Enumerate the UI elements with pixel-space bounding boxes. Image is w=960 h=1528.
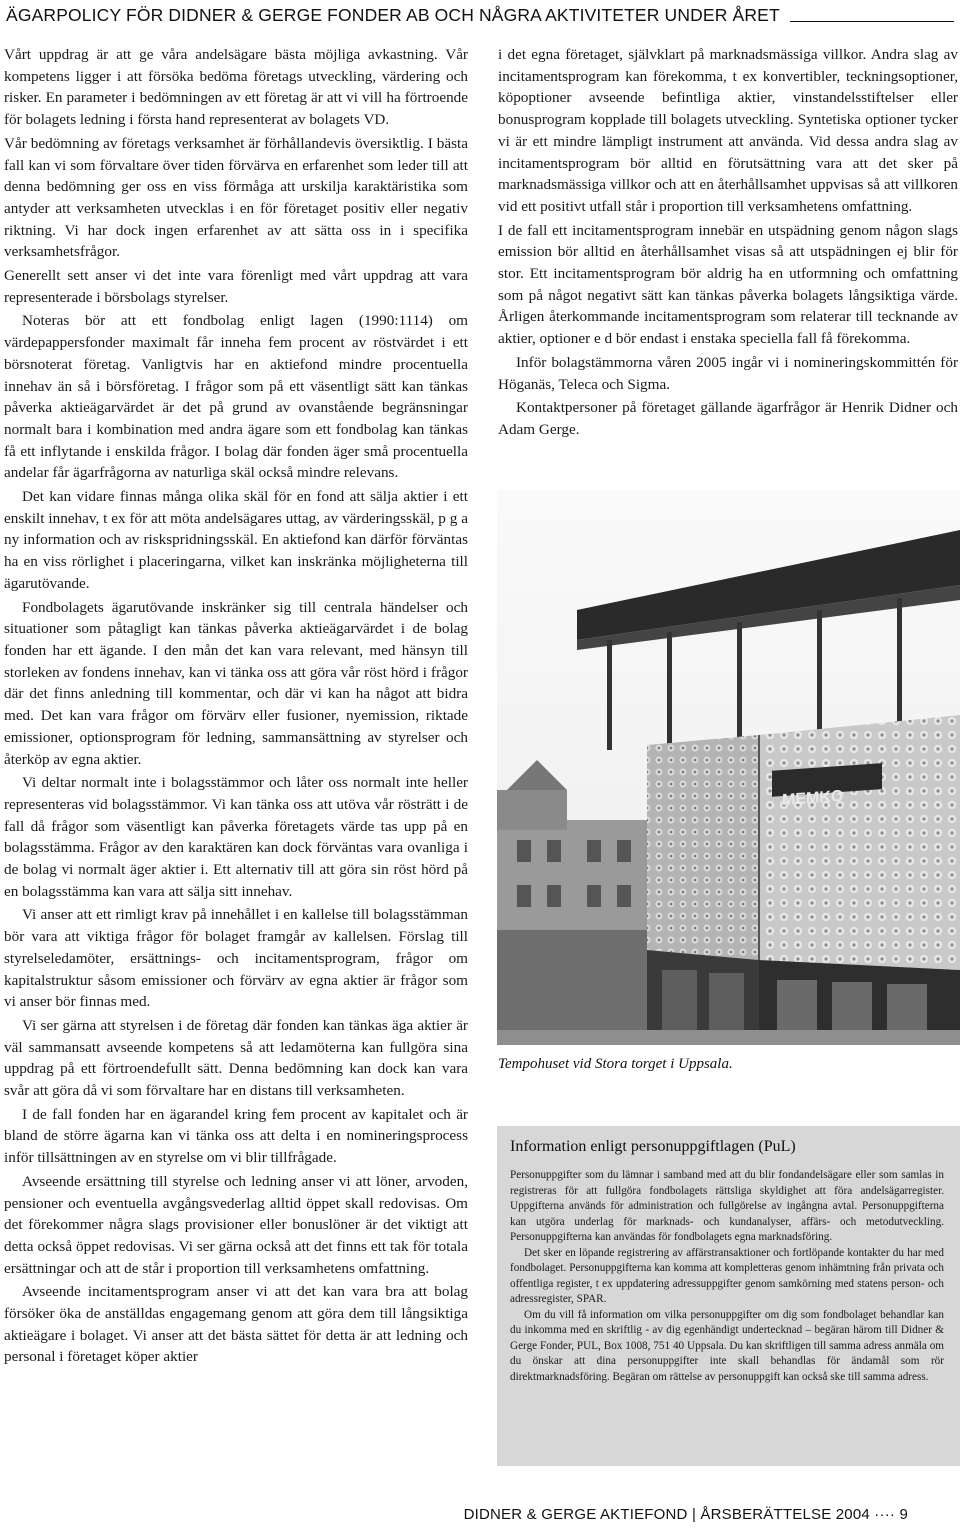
paragraph: Avseende ersättning till styrelse och ledning anser vi att löner, arvoden, pensioner och eventuella avgångsvederlag alltid öppet skall redovisas. Om det förekommer några slags provisioner eller bonuslöner är det viktigt att detta också öppet redovisas. Vi ser gärna också att det finns ett tak för totala ersättningar och att de står i proportion till verksamhetens omfattning. — [4, 1172, 468, 1277]
paragraph: I de fall ett incitamentsprogram innebär en utspädning genom någon slags emission bör alltid en återhållsamhet visas så att utspädningen ej blir för stor. Ett incitamentsprogram bör aldrig ha en utformning och omfattning som på något negativt sätt kan tänkas påverka bolagets långsiktiga värde. Årligen återkommande incitamentsprogram som relaterar till tecknande av aktier, optioner e d bör endast i enstaka speciella fall få förekomma. — [498, 221, 958, 348]
info-box-title: Information enligt personuppgiftlagen (PuL) — [510, 1138, 796, 1155]
header-rule — [790, 21, 954, 22]
info-box-paragraph: Personuppgifter som du lämnar i samband med att du blir fondandelsägare eller som samlas in registreras för att fullgöra fondbolagets rättsliga skyldighet att föra andelsägarregister. Uppgifterna används för administration och fullgörelse av ingångna avtal. Personuppgifterna kan utgöra underlag för marknads- och kundanalyser, affärs- och metodutveckling. Personuppgifterna kan användas för fondbolagets egna marknadsföring. — [510, 1169, 944, 1243]
paragraph: Vårt uppdrag är att ge våra andelsägare bästa möjliga avkastning. Vår kompetens ligger i att försöka bedöma företags utveckling, värdering och risker. En parameter i bedömningen av ett företag är att vi vill ha förtroende för bolagets ledning i första hand representerat av bolagets VD. — [4, 46, 468, 129]
paragraph: Avseende incitamentsprogram anser vi att det kan vara bra att bolag försöker öka de anställdas engagemang genom att göra dem till långsiktiga aktieägare i bolaget. Vi anser att det bästa sättet för detta är att ledning och personal i företaget köper aktier — [4, 1283, 468, 1366]
paragraph: Noteras bör att ett fondbolag enligt lagen (1990:1114) om värdepappersfonder maximalt får inneha fem procent av röstvärdet i ett börsnoterat företag. Vanligtvis har en aktiefond mindre procentuella innehav än så i börsföretag. I frågor som på ett väsentligt sätt kan tänkas påverka aktieägarvärdet är det på grund av ovanstående begränsningar normalt bara i kombination med andra ägare som ett fondbolag kan tänkas få ett inflytande i enskilda frågor. I bolag där fonden äger små procentuella andelar får ägarfrågorna av naturliga skäl också mindre relevans. — [4, 312, 468, 482]
paragraph: Vi anser att ett rimligt krav på innehållet i en kallelse till bolagsstämman bör vara att viktiga frågor för bolaget framgår av kallelsen. Förslag till styrelseledamöter, ersättnings- och incitamentsprogram, frågor om kapitalstruktur såsom emissioner och förvärv av egna aktier är frågor som vi anser bör finnas med. — [4, 906, 468, 1011]
building-photo-illustration — [497, 490, 960, 1045]
shop-sign-text: MEMKO — [782, 787, 844, 810]
page-footer: DIDNER & GERGE AKTIEFOND | ÅRSBERÄTTELSE 2004 ···· 9 — [463, 1506, 908, 1523]
paragraph: Vår bedömning av företags verksamhet är förhållandevis översiktlig. I bästa fall kan vi som förvaltare över tiden förvärva en erfarenhet som leder till att denna bedömning ger oss en viss förmåga att urskilja karaktäristika som antyder att verksamheten utvecklas i en för företaget positiv eller negativ riktning. Vi har dock ingen erfarenhet av att sätta oss in i specifika verksamhetsfrågor. — [4, 134, 468, 261]
photo-caption: Tempohuset vid Stora torget i Uppsala. — [498, 1056, 733, 1072]
paragraph: Inför bolagstämmorna våren 2005 ingår vi i nomineringskommittén för Höganäs, Teleca och Sigma. — [498, 353, 958, 393]
paragraph: Vi ser gärna att styrelsen i de företag där fonden kan tänkas äga aktier är väl sammansatt avseende kompetens så att ledamöterna kan fullgöra sina uppdrag på ett förtroendefullt sätt. Denna bedömning kan dock kan vara svår att göra då vi som förvaltare har en distans till verksamheten. — [4, 1016, 468, 1100]
paragraph: i det egna företaget, självklart på marknadsmässiga villkor. Andra slag av incitamentsprogram kan förekomma, t ex konvertibler, teckningsoptioner, köpoptioner avseende befintliga aktier, vinstandelsstiftelser eller bonusprogram kopplade till bolagets utveckling. Syntetiska optioner tycker vi är ett mindre lämpligt instrument att använda. Vid dessa andra slag av incitamentsprogram bör alltid en förutsättning vara att det sker på marknadsmässiga villkor och att en återhållsamhet uppvisas så att villkoren vid ett positivt utfall står i proportion till verksamhetens omfattning. — [498, 46, 958, 215]
info-box-paragraph: Om du vill få information om vilka personuppgifter om dig som fondbolaget behandlar kan du inkomma med en skriftlig - av dig egenhändigt undertecknad – begäran härom till Didner & Gerge Fonder, PUL, Box 1008, 751 40 Uppsala. Du kan skriftligen till samma adress anmäla om du önskar att dina personuppgifter inte skall behandlas för ändamål som rör direktmarknadsföring. Begäran om rättelse av personuppgift kan också ske till samma adress. — [510, 1308, 944, 1383]
paragraph: I de fall fonden har en ägarandel kring fem procent av kapitalet och är bland de större ägarna kan vi tänka oss att delta i en nomineringsprocess inför tillsättningen av en styrelse om vi blir tillfrågade. — [4, 1105, 468, 1167]
paragraph: Det kan vidare finnas många olika skäl för en fond att sälja aktier i ett enskilt innehav, t ex för att möta andelsägares uttag, av värderingsskäl, p g a ny information och av riskspridningsskäl. En aktiefond kan därför förväntas ha en viss rörlighet i placeringarna, vilket kan inskränka möjligheterna till ägarutövande. — [4, 488, 468, 592]
left-column — [4, 44, 468, 1370]
paragraph: Kontaktpersoner på företaget gällande ägarfrågor är Henrik Didner och Adam Gerge. — [498, 399, 958, 438]
paragraph: Vi deltar normalt inte i bolagsstämmor och låter oss normalt inte heller representeras vid bolagsstämmor. Vi kan tänka oss att utöva vår rösträtt i de fall då frågor som väsentligt kan påverka företagets värde tas upp på en bolagsstämma. Frågor av den karaktären kan dock förväntas vara ovanliga i de bolag vi normalt äger aktier i. Ett alternativ till att göra sin röst hörd på en bolagsstämma kan vara att sälja sitt innehav. — [4, 774, 468, 900]
paragraph: Fondbolagets ägarutövande inskränker sig till centrala händelser och situationer som påtagligt kan tänkas påverka aktieägarvärdet i de bolag fonden har ett ägande. I den mån det kan vara relevant, med hänsyn till storleken av fondens innehav, kan vi tänka oss att göra vår röst hörd i frågor där det finns anledning till kommentar, och där vi kan ha något att bidra med. Det kan vara frågor om förvärv eller fusioner, nyemission, riktade emissioner, optionsprogram för ledning, sammansättning av styrelser och återköp av egna aktier. — [4, 598, 468, 768]
info-box-paragraph: Det sker en löpande registrering av affärstransaktioner och fortlöpande kontakter du har med fondbolaget. Personuppgifterna kan komma att kompletteras genom inhämtning från privata och offentliga register, t ex uppdatering adressuppgifter genom samkörning med statens person- och adressregister, SPAR. — [510, 1246, 944, 1305]
pul-info-box — [497, 1126, 960, 1466]
paragraph: Generellt sett anser vi det inte vara förenligt med vårt uppdrag att vara representerade i börsbolags styrelser. — [4, 267, 468, 306]
page-header — [6, 4, 954, 26]
building-photo — [497, 490, 960, 1045]
header-title: ÄGARPOLICY FÖR DIDNER & GERGE FONDER AB OCH NÅGRA AKTIVITETER UNDER ÅRET — [6, 5, 780, 25]
right-column — [498, 44, 958, 443]
